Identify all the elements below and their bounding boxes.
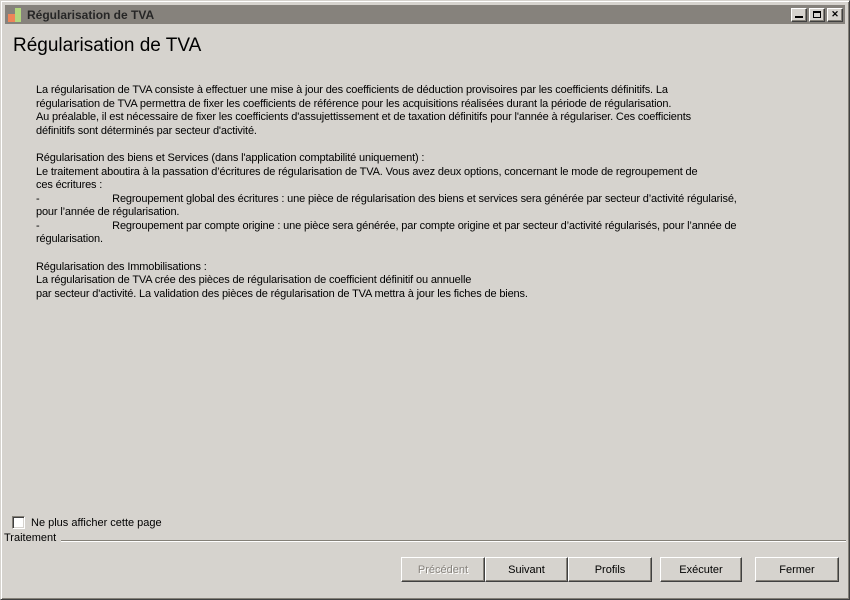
text-line: Régularisation des biens et Services (dans l'application comptabilité uniquement) : xyxy=(36,152,425,164)
text-line: - Regroupement global des écritures : une pièce de régularisation des biens et services sera générée par secteur d’activité régularisé, xyxy=(36,192,737,205)
paragraph-intro xyxy=(36,84,837,138)
fermer-button[interactable]: Fermer xyxy=(755,557,839,582)
text-line: pour l’année de régularisation. xyxy=(36,206,180,218)
close-button[interactable] xyxy=(827,8,843,22)
text-line: La régularisation de TVA consiste à effectuer une mise à jour des coefficients de déduction provisoires par les coefficients définitifs. La xyxy=(36,84,668,96)
profils-button[interactable]: Profils xyxy=(568,557,652,582)
traitement-group-label: Traitement xyxy=(4,532,59,544)
close-icon: ✕ xyxy=(831,9,839,19)
titlebar[interactable] xyxy=(5,5,845,24)
text-line: par secteur d'activité. La validation des pièces de régularisation de TVA mettra à jour les fiches de biens. xyxy=(36,287,528,300)
window-title: Régularisation de TVA xyxy=(27,7,155,22)
text-line: La régularisation de TVA crée des pièces de régularisation de coefficient définitif ou annuelle xyxy=(36,274,472,286)
minimize-icon xyxy=(795,16,803,18)
traitement-group-divider xyxy=(61,540,846,542)
executer-button[interactable]: Exécuter xyxy=(660,557,742,582)
suivant-button[interactable]: Suivant xyxy=(485,557,568,582)
paragraph-immobilisations xyxy=(36,261,837,302)
dont-show-again-checkbox[interactable] xyxy=(12,516,25,529)
dont-show-again-label: Ne plus afficher cette page xyxy=(31,516,162,529)
text-line: ces écritures : xyxy=(36,179,103,191)
minimize-button[interactable] xyxy=(791,8,807,22)
maximize-icon xyxy=(813,11,821,18)
text-line: Le traitement aboutira à la passation d’écritures de régularisation de TVA. Vous avez deux options, concernant le mode de regroupement de xyxy=(36,165,698,178)
text-line: Au préalable, il est nécessaire de fixer les coefficients d'assujettissement et de taxation définitifs pour l'année à régulariser. Ces coefficients xyxy=(36,111,691,123)
paragraph-biens-services xyxy=(36,152,837,247)
page-title: Régularisation de TVA xyxy=(13,35,202,56)
maximize-button[interactable] xyxy=(809,8,825,22)
text-line: - Regroupement par compte origine : une pièce sera générée, par compte origine et par secteur d’activité régularisés, pour l’année de xyxy=(36,219,737,232)
dont-show-again-row[interactable] xyxy=(12,516,162,529)
precedent-button: Précédent xyxy=(401,557,485,582)
description-text xyxy=(36,84,837,315)
text-line: régularisation de TVA permettra de fixer les coefficients de référence pour les acquisitions réalisées durant la période de régularisation. xyxy=(36,97,672,110)
bar-chart-icon xyxy=(7,7,23,23)
text-line: définitifs sont déterminés par secteur d'activité. xyxy=(36,124,257,137)
text-line: régularisation. xyxy=(36,233,103,245)
text-line: Régularisation des Immobilisations : xyxy=(36,260,207,273)
